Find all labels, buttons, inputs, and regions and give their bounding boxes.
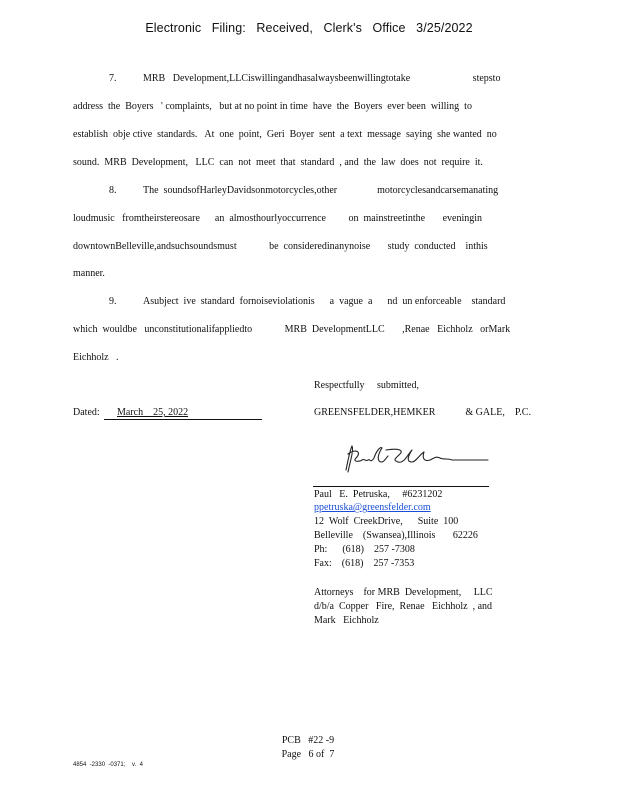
phone-line: Ph: (618) 257 -7308: [314, 544, 415, 555]
attorney-name: Paul E. Petruska, #6231202: [314, 489, 443, 500]
address-line-2: Belleville (Swansea),Illinois 62226: [314, 530, 478, 541]
paragraph-number: 7.: [109, 73, 117, 84]
paragraph-line: loudmusic fromtheirstereosare an almosthourlyoccurrence on mainstreetinthe eveningin: [73, 213, 483, 224]
paragraph-line: downtownBelleville,andsuchsoundsmust be consideredinanynoise study conducted inthis: [73, 241, 488, 252]
paragraph-number: 9.: [109, 296, 117, 307]
attorneys-line: d/b/a Copper Fire, Renae Eichholz , and: [314, 601, 493, 612]
signature-image: [338, 440, 498, 480]
fax-line: Fax: (618) 257 -7353: [314, 558, 415, 569]
attorneys-line: Attorneys for MRB Development, LLC: [314, 587, 493, 598]
email-link[interactable]: ppetruska@greensfelder.com: [314, 502, 431, 513]
paragraph-line: which wouldbe unconstitutionalifappliedto MRB DevelopmentLLC ,Renae Eichholz orMark: [73, 324, 511, 335]
dated-value: [104, 407, 262, 418]
respectfully-submitted: Respectfully submitted,: [314, 380, 419, 391]
paragraph-line: address the Boyers ' complaints, but at no point in time have the Boyers ever been willing to: [73, 101, 472, 112]
paragraph-line: Eichholz .: [73, 352, 119, 363]
firm-name: GREENSFELDER,HEMKER & GALE, P.C.: [314, 407, 531, 418]
date-underline: [104, 419, 262, 420]
paragraph-line: MRB Development,LLCiswillingandhasalwaysbeenwillingtotake stepsto: [143, 73, 501, 84]
paragraph-line: sound. MRB Development, LLC can not meet that standard , and the law does not require it.: [73, 157, 483, 168]
page-number: Page 6 of 7: [281, 749, 335, 760]
paragraph-line: The soundsofHarleyDavidsonmotorcycles,other motorcyclesandcarsemanating: [143, 185, 499, 196]
dated-label: Dated:: [73, 407, 100, 418]
signature-line: [313, 486, 489, 487]
attorneys-line: Mark Eichholz: [314, 615, 379, 626]
filing-header: Electronic Filing: Received, Clerk's Office 3/25/2022: [145, 21, 473, 35]
dated-text: March 25, 2022: [117, 407, 189, 418]
paragraph-line: Asubject ive standard fornoiseviolationis a vague a nd un enforceable standard: [143, 296, 506, 307]
document-id: 4854 -2330 -0371; v. 4: [73, 762, 143, 768]
paragraph-line: manner.: [73, 268, 105, 279]
address-line-1: 12 Wolf CreekDrive, Suite 100: [314, 516, 459, 527]
case-number: PCB #22 -9: [281, 735, 335, 746]
paragraph-number: 8.: [109, 185, 117, 196]
paragraph-line: establish obje ctive standards. At one point, Geri Boyer sent a text message saying she wanted no: [73, 129, 497, 140]
